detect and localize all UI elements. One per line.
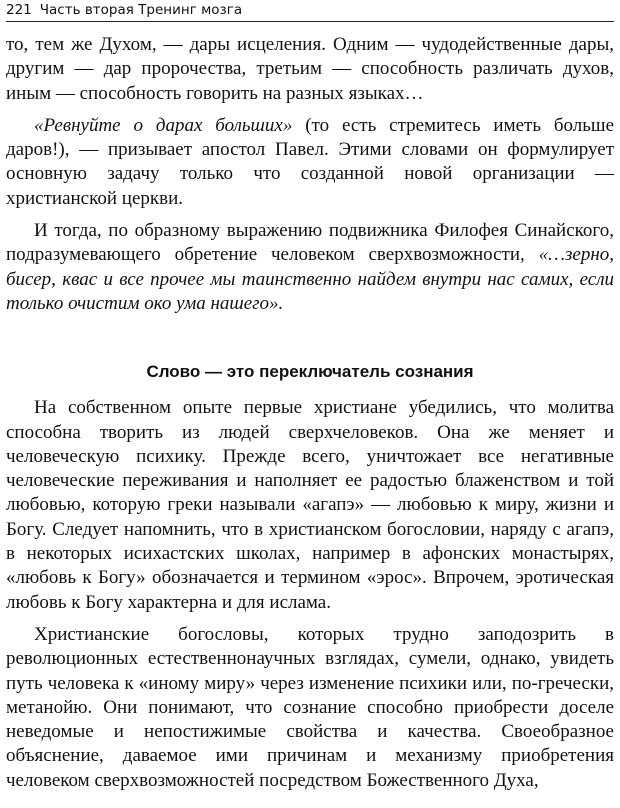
running-header [6,0,614,22]
paragraph-text: (то есть стремитесь иметь больше даров!), — призывает апостол Павел. Этими словами он формулирует основную задачу только что созданной новой организации — христианской церкви. [6,114,615,209]
section-heading: Слово — это переключатель сознания [146,362,474,382]
paragraph-continuation [6,33,614,106]
page-body [6,33,614,801]
paragraph-text: то, тем же Духом, — дары исцеления. Одним — чудодейственные дары, другим — дар пророчества, третьим — способность различать духов, иным — способность говорить на разных языках… [6,34,614,104]
paragraph-text: Христианские богословы, которых трудно заподозрить в революционных естественнонаучных взглядах, сумели, однако, увидеть путь человека к «иному миру» через изменение психики или, по-гречески, метанойю. Они понимают, что сознание способно приобрести доселе неведомые и непостижимые свойства и качества. Своеобразное объяснение, даваемое ими причинам и механизму приобретения человеком сверхвозможностей посредством Божественного Духа, [6,623,614,791]
running-title: Часть вторая Тренинг мозга [39,2,243,18]
paragraph-theologians [6,623,614,793]
paragraph-prayer [6,396,614,615]
page-number: 221 [6,2,32,18]
quote-text: «…зерно, бисер, квас и все прочее мы таинственно найдем внутри нас самих, если только очистим око ума нашего». [6,244,614,314]
paragraph-filofey [6,219,614,316]
paragraph-text: И тогда, по образному выражению подвижника Филофея Синайского, подразумевающего обретение человеком сверхвозможности, [6,220,614,266]
quote-text: «Ревнуйте о дарах больших» [34,114,293,136]
paragraph-pavel [6,114,614,211]
paragraph-text: На собственном опыте первые христиане убедились, что молитва способна творить из людей сверхчеловеков. Она же меняет и человеческую психику. Прежде всего, уничтожает все негативные человеческие переживания и наполняет ее радостью блаженством и той любовью, которую греки называли «агапэ» — любовью к миру, жизни и Богу. Следует напомнить, что в христианском богословии, наряду с агапэ, в некоторых исихастских школах, например в афонских монастырях, «любовь к Богу» обозначается и термином «эрос». Впрочем, эротическая любовь к Богу характерна и для ислама. [6,397,614,613]
